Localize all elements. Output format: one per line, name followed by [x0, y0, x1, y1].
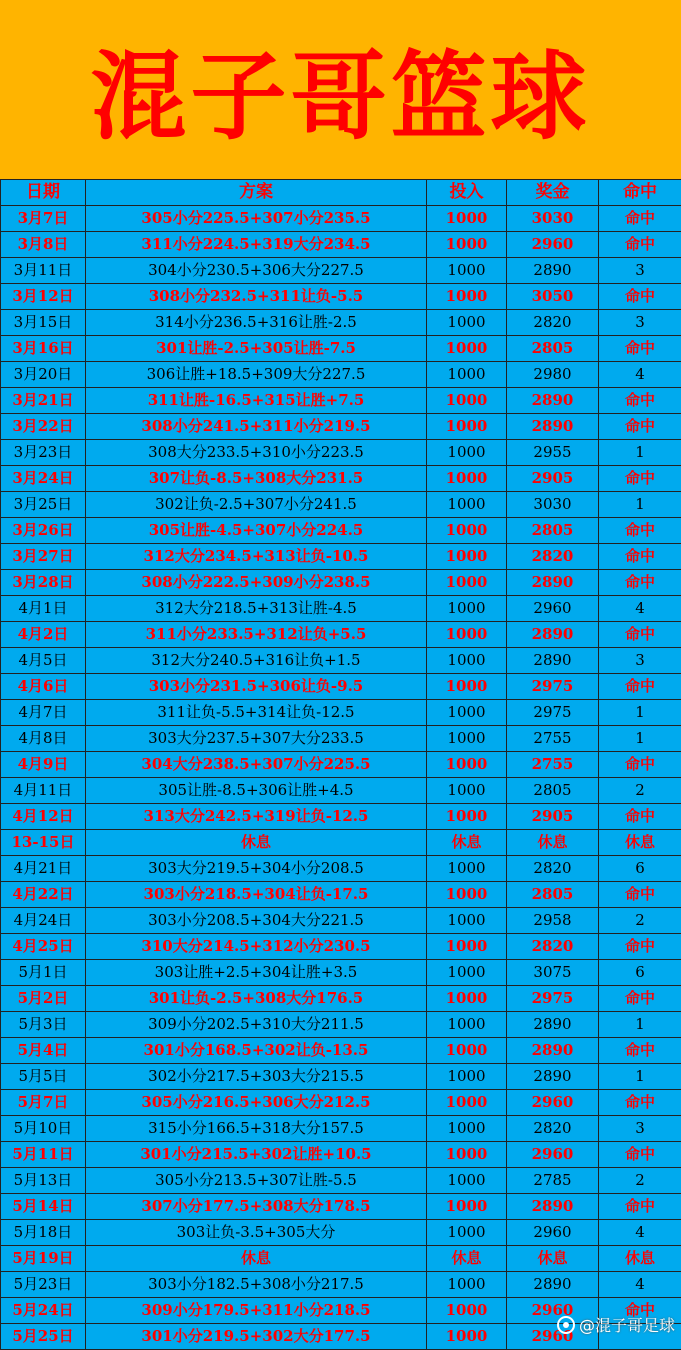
- cell-date: 5月5日: [1, 1064, 86, 1090]
- cell-date: 4月2日: [1, 622, 86, 648]
- cell-stake: 1000: [427, 804, 507, 830]
- table-row: [1, 284, 681, 310]
- table-row: [1, 804, 681, 830]
- cell-plan: 休息: [86, 1246, 427, 1272]
- cell-result: 命中: [599, 414, 681, 440]
- cell-plan: 303小分218.5+304让负-17.5: [86, 882, 427, 908]
- table-row: [1, 388, 681, 414]
- watermark-text: @混子哥足球: [579, 1313, 675, 1336]
- cell-payout: 2805: [507, 336, 599, 362]
- cell-plan: 308大分233.5+310小分223.5: [86, 440, 427, 466]
- column-header-payout: 奖金: [507, 180, 599, 206]
- cell-result: 命中: [599, 934, 681, 960]
- cell-plan: 303小分231.5+306让负-9.5: [86, 674, 427, 700]
- cell-result: 6: [599, 856, 681, 882]
- cell-date: 3月25日: [1, 492, 86, 518]
- cell-stake: 1000: [427, 492, 507, 518]
- cell-payout: 2960: [507, 1090, 599, 1116]
- cell-result: 4: [599, 1220, 681, 1246]
- cell-plan: 301小分168.5+302让负-13.5: [86, 1038, 427, 1064]
- table-row: [1, 1038, 681, 1064]
- cell-result: 命中: [599, 570, 681, 596]
- cell-payout: 2785: [507, 1168, 599, 1194]
- cell-date: 4月22日: [1, 882, 86, 908]
- table-row: [1, 1064, 681, 1090]
- cell-date: 5月24日: [1, 1298, 86, 1324]
- cell-result: 休息: [599, 1246, 681, 1272]
- cell-plan: 303小分182.5+308小分217.5: [86, 1272, 427, 1298]
- cell-result: 1: [599, 1064, 681, 1090]
- cell-date: 5月2日: [1, 986, 86, 1012]
- column-header-date: 日期: [1, 180, 86, 206]
- cell-plan: 308小分241.5+311小分219.5: [86, 414, 427, 440]
- cell-result: 1: [599, 1012, 681, 1038]
- cell-stake: 1000: [427, 1116, 507, 1142]
- cell-date: 3月23日: [1, 440, 86, 466]
- cell-date: 3月28日: [1, 570, 86, 596]
- cell-date: 5月23日: [1, 1272, 86, 1298]
- cell-date: 5月18日: [1, 1220, 86, 1246]
- title-banner: [0, 0, 681, 180]
- cell-payout: 2958: [507, 908, 599, 934]
- cell-result: 2: [599, 1168, 681, 1194]
- cell-plan: 305小分225.5+307小分235.5: [86, 206, 427, 232]
- cell-result: 3: [599, 648, 681, 674]
- cell-result: 4: [599, 362, 681, 388]
- cell-stake: 1000: [427, 362, 507, 388]
- cell-payout: 2960: [507, 1220, 599, 1246]
- cell-payout: 2890: [507, 622, 599, 648]
- cell-payout: 2975: [507, 674, 599, 700]
- cell-plan: 304小分230.5+306大分227.5: [86, 258, 427, 284]
- cell-stake: 1000: [427, 726, 507, 752]
- cell-stake: 1000: [427, 1064, 507, 1090]
- table-row: [1, 1272, 681, 1298]
- cell-stake: 1000: [427, 778, 507, 804]
- cell-payout: 2890: [507, 1012, 599, 1038]
- table-row: [1, 856, 681, 882]
- cell-stake: 1000: [427, 258, 507, 284]
- cell-payout: 2975: [507, 986, 599, 1012]
- cell-plan: 303大分219.5+304小分208.5: [86, 856, 427, 882]
- cell-payout: 2755: [507, 726, 599, 752]
- cell-plan: 302小分217.5+303大分215.5: [86, 1064, 427, 1090]
- cell-result: 1: [599, 492, 681, 518]
- cell-result: 命中: [599, 232, 681, 258]
- cell-date: 3月27日: [1, 544, 86, 570]
- cell-result: 6: [599, 960, 681, 986]
- cell-payout: 2820: [507, 856, 599, 882]
- cell-payout: 2805: [507, 518, 599, 544]
- table-row: [1, 622, 681, 648]
- cell-date: 3月12日: [1, 284, 86, 310]
- cell-plan: 303大分237.5+307大分233.5: [86, 726, 427, 752]
- cell-stake: 1000: [427, 986, 507, 1012]
- cell-result: 4: [599, 596, 681, 622]
- table-row: [1, 752, 681, 778]
- cell-result: 命中: [599, 986, 681, 1012]
- cell-payout: 2890: [507, 1038, 599, 1064]
- column-header-result: 命中: [599, 180, 681, 206]
- cell-stake: 1000: [427, 596, 507, 622]
- cell-date: 3月16日: [1, 336, 86, 362]
- cell-payout: 2955: [507, 440, 599, 466]
- column-header-plan: 方案: [86, 180, 427, 206]
- cell-result: 命中: [599, 544, 681, 570]
- cell-date: 4月1日: [1, 596, 86, 622]
- cell-date: 5月1日: [1, 960, 86, 986]
- cell-stake: 1000: [427, 336, 507, 362]
- cell-stake: 1000: [427, 856, 507, 882]
- cell-result: 2: [599, 908, 681, 934]
- cell-plan: 301小分219.5+302大分177.5: [86, 1324, 427, 1350]
- cell-plan: 315小分166.5+318大分157.5: [86, 1116, 427, 1142]
- cell-stake: 1000: [427, 960, 507, 986]
- cell-plan: 304大分238.5+307小分225.5: [86, 752, 427, 778]
- cell-result: 命中: [599, 882, 681, 908]
- table-row: [1, 336, 681, 362]
- cell-date: 4月12日: [1, 804, 86, 830]
- cell-plan: 307小分177.5+308大分178.5: [86, 1194, 427, 1220]
- cell-plan: 308小分222.5+309小分238.5: [86, 570, 427, 596]
- cell-payout: 3030: [507, 206, 599, 232]
- cell-stake: 1000: [427, 570, 507, 596]
- cell-plan: 305让胜-4.5+307小分224.5: [86, 518, 427, 544]
- cell-plan: 309小分179.5+311小分218.5: [86, 1298, 427, 1324]
- cell-payout: 2820: [507, 544, 599, 570]
- cell-result: 命中: [599, 1090, 681, 1116]
- cell-payout: 2820: [507, 1116, 599, 1142]
- cell-plan: 311让负-5.5+314让负-12.5: [86, 700, 427, 726]
- cell-date: 5月10日: [1, 1116, 86, 1142]
- table-row: [1, 1012, 681, 1038]
- cell-date: 5月25日: [1, 1324, 86, 1350]
- table-row: [1, 596, 681, 622]
- cell-payout: 2890: [507, 1272, 599, 1298]
- cell-result: 命中: [599, 336, 681, 362]
- cell-stake: 1000: [427, 752, 507, 778]
- cell-stake: 1000: [427, 1038, 507, 1064]
- cell-plan: 305让胜-8.5+306让胜+4.5: [86, 778, 427, 804]
- cell-result: 1: [599, 700, 681, 726]
- cell-result: 2: [599, 778, 681, 804]
- table-row: [1, 258, 681, 284]
- cell-result: 命中: [599, 206, 681, 232]
- table-row: [1, 492, 681, 518]
- cell-stake: 1000: [427, 1194, 507, 1220]
- table-row: [1, 232, 681, 258]
- cell-result: 命中: [599, 1038, 681, 1064]
- cell-stake: 1000: [427, 622, 507, 648]
- cell-payout: 3050: [507, 284, 599, 310]
- cell-payout: 2890: [507, 648, 599, 674]
- cell-date: 5月11日: [1, 1142, 86, 1168]
- cell-date: 5月7日: [1, 1090, 86, 1116]
- cell-payout: 2820: [507, 310, 599, 336]
- table-row: [1, 1116, 681, 1142]
- cell-date: 5月13日: [1, 1168, 86, 1194]
- cell-date: 3月26日: [1, 518, 86, 544]
- cell-payout: 2975: [507, 700, 599, 726]
- table-row: [1, 1090, 681, 1116]
- table-row: [1, 206, 681, 232]
- cell-plan: 301让胜-2.5+305让胜-7.5: [86, 336, 427, 362]
- cell-date: 3月20日: [1, 362, 86, 388]
- cell-plan: 309小分202.5+310大分211.5: [86, 1012, 427, 1038]
- cell-date: 4月6日: [1, 674, 86, 700]
- cell-payout: 休息: [507, 1246, 599, 1272]
- cell-date: 4月11日: [1, 778, 86, 804]
- cell-payout: 2890: [507, 1194, 599, 1220]
- table-row: [1, 440, 681, 466]
- weibo-icon: [557, 1316, 575, 1334]
- table-header-row: [1, 180, 681, 206]
- cell-result: 命中: [599, 752, 681, 778]
- cell-plan: 308小分232.5+311让负-5.5: [86, 284, 427, 310]
- cell-stake: 1000: [427, 1090, 507, 1116]
- cell-date: 3月21日: [1, 388, 86, 414]
- cell-plan: 314小分236.5+316让胜-2.5: [86, 310, 427, 336]
- cell-date: 4月21日: [1, 856, 86, 882]
- cell-stake: 1000: [427, 934, 507, 960]
- table-row: [1, 1194, 681, 1220]
- cell-result: 休息: [599, 830, 681, 856]
- cell-result: 命中: [599, 1142, 681, 1168]
- cell-date: 4月24日: [1, 908, 86, 934]
- table-body: [1, 206, 681, 1350]
- cell-plan: 303小分208.5+304大分221.5: [86, 908, 427, 934]
- cell-plan: 310大分214.5+312小分230.5: [86, 934, 427, 960]
- cell-result: 命中: [599, 622, 681, 648]
- table-row: [1, 908, 681, 934]
- cell-date: 4月25日: [1, 934, 86, 960]
- cell-plan: 301小分215.5+302让胜+10.5: [86, 1142, 427, 1168]
- cell-stake: 1000: [427, 882, 507, 908]
- cell-stake: 1000: [427, 544, 507, 570]
- cell-plan: 312大分234.5+313让负-10.5: [86, 544, 427, 570]
- cell-payout: 2890: [507, 388, 599, 414]
- cell-date: 5月19日: [1, 1246, 86, 1272]
- cell-payout: 2905: [507, 804, 599, 830]
- cell-result: 命中: [599, 674, 681, 700]
- cell-result: 3: [599, 258, 681, 284]
- cell-stake: 1000: [427, 1142, 507, 1168]
- table-row: [1, 674, 681, 700]
- page-title: 混子哥篮球: [91, 21, 591, 158]
- table-row: [1, 1142, 681, 1168]
- results-table: [0, 179, 681, 1350]
- cell-stake: 休息: [427, 1246, 507, 1272]
- cell-stake: 1000: [427, 648, 507, 674]
- cell-date: 5月14日: [1, 1194, 86, 1220]
- column-header-stake: 投入: [427, 180, 507, 206]
- cell-date: 3月11日: [1, 258, 86, 284]
- cell-plan: 303让胜+2.5+304让胜+3.5: [86, 960, 427, 986]
- cell-stake: 休息: [427, 830, 507, 856]
- table-row: [1, 1220, 681, 1246]
- cell-plan: 312大分240.5+316让负+1.5: [86, 648, 427, 674]
- cell-date: 3月15日: [1, 310, 86, 336]
- table-row: [1, 726, 681, 752]
- table-row: [1, 882, 681, 908]
- table-row: [1, 934, 681, 960]
- table-row: [1, 1246, 681, 1272]
- cell-result: 1: [599, 440, 681, 466]
- cell-plan: 311让胜-16.5+315让胜+7.5: [86, 388, 427, 414]
- cell-stake: 1000: [427, 674, 507, 700]
- cell-stake: 1000: [427, 1012, 507, 1038]
- table-row: [1, 466, 681, 492]
- table-row: [1, 778, 681, 804]
- cell-stake: 1000: [427, 1168, 507, 1194]
- watermark: [557, 1313, 675, 1336]
- cell-plan: 306让胜+18.5+309大分227.5: [86, 362, 427, 388]
- cell-stake: 1000: [427, 1220, 507, 1246]
- cell-plan: 313大分242.5+319让负-12.5: [86, 804, 427, 830]
- cell-stake: 1000: [427, 1298, 507, 1324]
- cell-date: 3月22日: [1, 414, 86, 440]
- cell-plan: 311小分224.5+319大分234.5: [86, 232, 427, 258]
- cell-stake: 1000: [427, 206, 507, 232]
- cell-stake: 1000: [427, 1272, 507, 1298]
- cell-plan: 302让负-2.5+307小分241.5: [86, 492, 427, 518]
- cell-payout: 2960: [507, 1298, 599, 1324]
- cell-payout: 2890: [507, 258, 599, 284]
- table-row: [1, 310, 681, 336]
- cell-result: 1: [599, 726, 681, 752]
- cell-payout: 2960: [507, 232, 599, 258]
- cell-date: 4月5日: [1, 648, 86, 674]
- cell-payout: 2960: [507, 596, 599, 622]
- table-row: [1, 960, 681, 986]
- cell-payout: 2890: [507, 414, 599, 440]
- cell-stake: 1000: [427, 232, 507, 258]
- table-row: [1, 830, 681, 856]
- cell-payout: 休息: [507, 830, 599, 856]
- cell-payout: 3075: [507, 960, 599, 986]
- table-row: [1, 362, 681, 388]
- cell-payout: 2960: [507, 1324, 599, 1350]
- cell-stake: 1000: [427, 908, 507, 934]
- cell-result: 3: [599, 1116, 681, 1142]
- table-row: [1, 518, 681, 544]
- table-row: [1, 414, 681, 440]
- cell-result: 命中: [599, 284, 681, 310]
- cell-result: 命中: [599, 518, 681, 544]
- cell-date: 4月9日: [1, 752, 86, 778]
- cell-payout: 2905: [507, 466, 599, 492]
- table-row: [1, 648, 681, 674]
- cell-plan: 307让负-8.5+308大分231.5: [86, 466, 427, 492]
- table-row: [1, 700, 681, 726]
- cell-date: 3月8日: [1, 232, 86, 258]
- cell-stake: 1000: [427, 310, 507, 336]
- cell-stake: 1000: [427, 466, 507, 492]
- cell-stake: 1000: [427, 284, 507, 310]
- cell-result: 命中: [599, 466, 681, 492]
- cell-date: 13-15日: [1, 830, 86, 856]
- cell-payout: 2890: [507, 1064, 599, 1090]
- cell-payout: 2960: [507, 1142, 599, 1168]
- cell-payout: 2820: [507, 934, 599, 960]
- cell-payout: 2805: [507, 778, 599, 804]
- cell-date: 5月4日: [1, 1038, 86, 1064]
- cell-plan: 休息: [86, 830, 427, 856]
- cell-date: 4月8日: [1, 726, 86, 752]
- cell-payout: 2890: [507, 570, 599, 596]
- cell-payout: 3030: [507, 492, 599, 518]
- cell-result: 命中: [599, 1194, 681, 1220]
- cell-payout: 2805: [507, 882, 599, 908]
- cell-plan: 303让负-3.5+305大分: [86, 1220, 427, 1246]
- cell-stake: 1000: [427, 440, 507, 466]
- cell-plan: 311小分233.5+312让负+5.5: [86, 622, 427, 648]
- cell-date: 4月7日: [1, 700, 86, 726]
- table-row: [1, 570, 681, 596]
- cell-payout: 2755: [507, 752, 599, 778]
- table-row: [1, 1168, 681, 1194]
- cell-stake: 1000: [427, 1324, 507, 1350]
- cell-result: 3: [599, 310, 681, 336]
- cell-date: 3月7日: [1, 206, 86, 232]
- cell-stake: 1000: [427, 414, 507, 440]
- table-row: [1, 986, 681, 1012]
- cell-plan: 301让负-2.5+308大分176.5: [86, 986, 427, 1012]
- cell-plan: 312大分218.5+313让胜-4.5: [86, 596, 427, 622]
- cell-stake: 1000: [427, 518, 507, 544]
- cell-date: 3月24日: [1, 466, 86, 492]
- cell-date: 5月3日: [1, 1012, 86, 1038]
- cell-stake: 1000: [427, 388, 507, 414]
- cell-result: 命中: [599, 388, 681, 414]
- cell-plan: 305小分213.5+307让胜-5.5: [86, 1168, 427, 1194]
- cell-stake: 1000: [427, 700, 507, 726]
- cell-payout: 2980: [507, 362, 599, 388]
- cell-result: 命中: [599, 1298, 681, 1324]
- cell-result: 4: [599, 1272, 681, 1298]
- table-row: [1, 544, 681, 570]
- cell-result: 命中: [599, 804, 681, 830]
- cell-plan: 305小分216.5+306大分212.5: [86, 1090, 427, 1116]
